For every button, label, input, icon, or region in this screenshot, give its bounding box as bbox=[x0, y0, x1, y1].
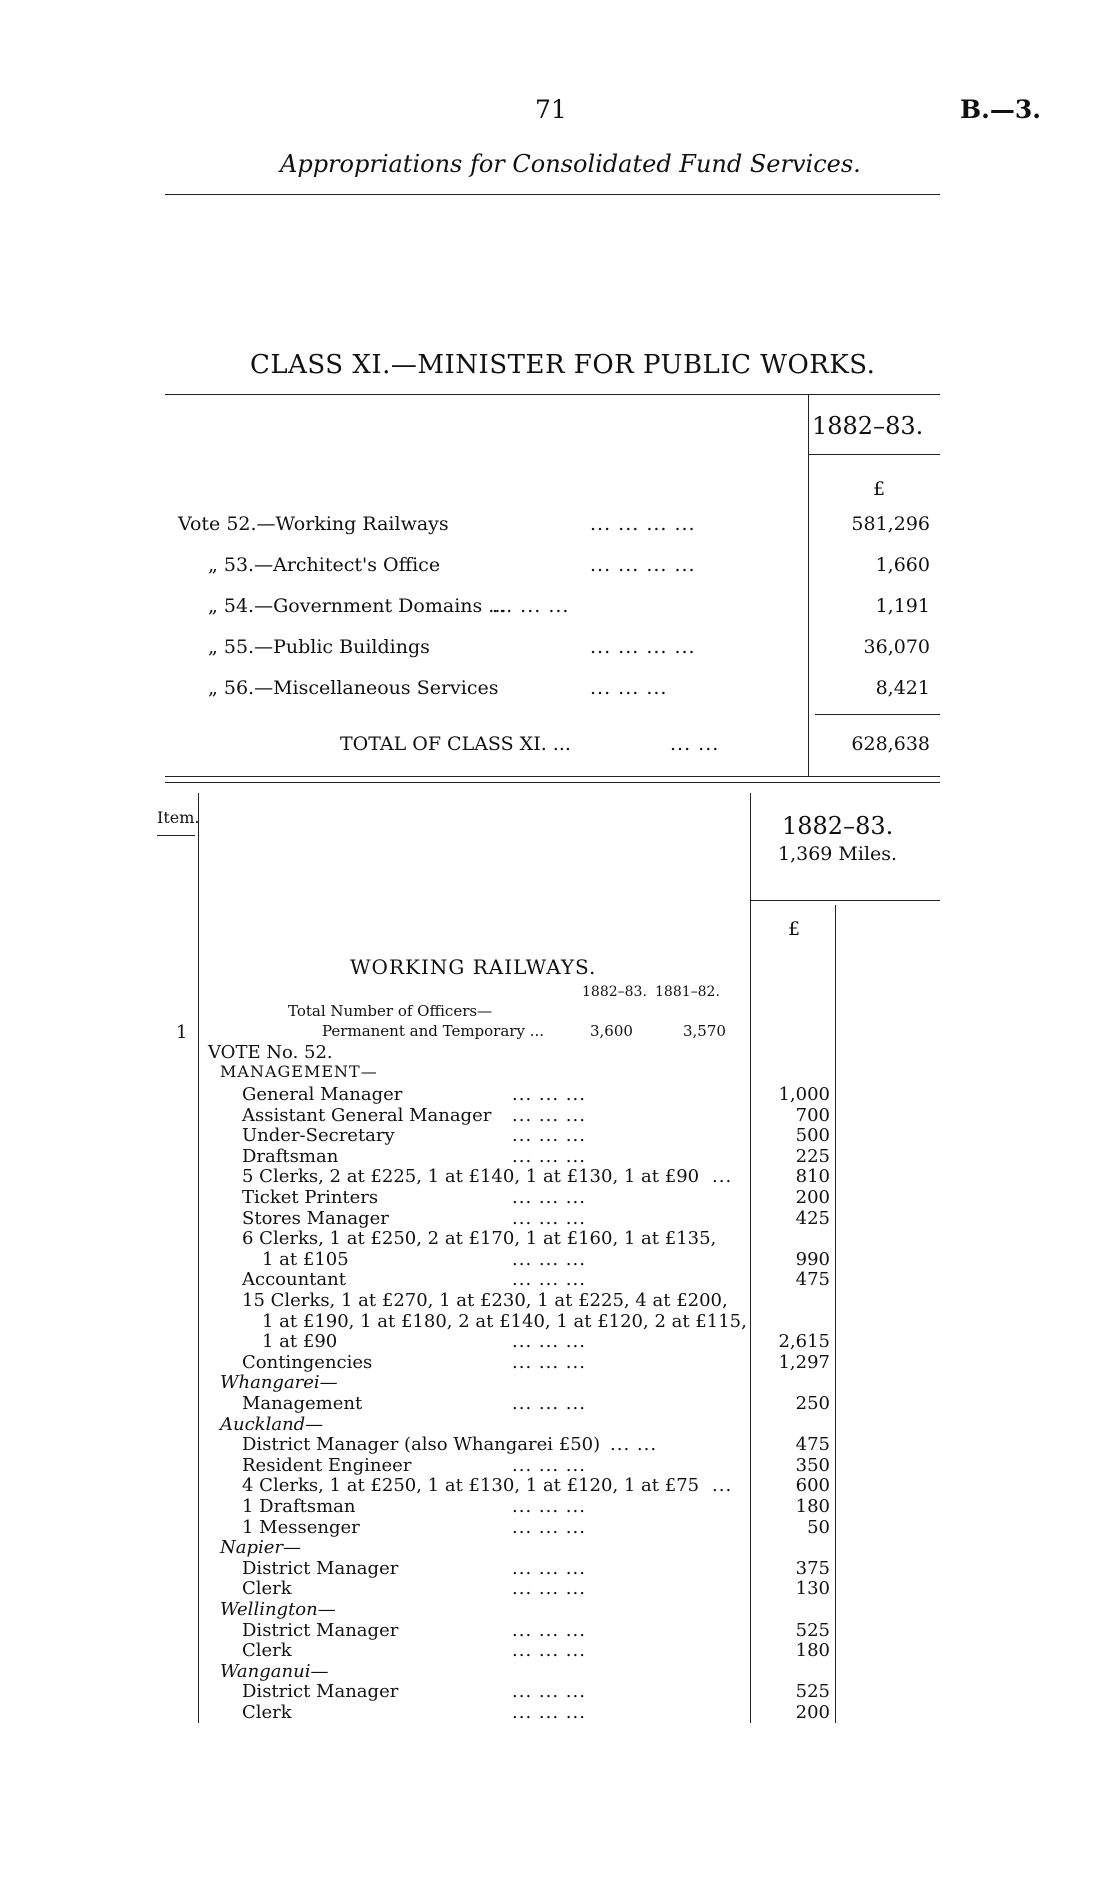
detail-line-dots: ... ... ... bbox=[512, 1702, 586, 1723]
detail-line-amount: 525 bbox=[795, 1620, 830, 1641]
detail-line-dots: ... ... ... bbox=[512, 1187, 586, 1208]
summary-row-label: „ 54.—Government Domains ... bbox=[208, 595, 507, 617]
summary-column-divider bbox=[808, 394, 809, 777]
page-title: Appropriations for Consolidated Fund Services. bbox=[280, 150, 861, 178]
detail-line-text: District Manager bbox=[242, 1681, 399, 1702]
detail-line-text: District Manager bbox=[242, 1558, 399, 1579]
detail-line-dots: ... ... ... bbox=[512, 1620, 586, 1641]
detail-line-amount: 50 bbox=[807, 1517, 830, 1538]
summary-row-amount: 1,660 bbox=[875, 554, 930, 576]
detail-line-amount: 475 bbox=[795, 1269, 830, 1290]
summary-row-dots: ... ... ... ... bbox=[590, 554, 696, 576]
summary-total-rule bbox=[815, 714, 940, 715]
detail-line-text: District Manager (also Whangarei £50) bbox=[242, 1434, 601, 1455]
item-header-rule bbox=[157, 835, 195, 836]
detail-line-dots: ... ... ... bbox=[512, 1105, 586, 1126]
management-heading: MANAGEMENT— bbox=[220, 1062, 378, 1081]
detail-line-text: Stores Manager bbox=[242, 1208, 389, 1229]
detail-line-amount: 810 bbox=[795, 1166, 830, 1187]
summary-row-dots: ... ... ... bbox=[492, 595, 570, 617]
district-heading: Wanganui— bbox=[220, 1661, 329, 1682]
district-heading: Wellington— bbox=[220, 1599, 336, 1620]
detail-year: 1882–83. bbox=[782, 812, 894, 840]
detail-line-amount: 1,000 bbox=[778, 1084, 830, 1105]
section-title: WORKING RAILWAYS. bbox=[350, 955, 597, 979]
summary-bottom-rule-2 bbox=[165, 782, 940, 783]
vote-number: VOTE No. 52. bbox=[208, 1042, 333, 1063]
summary-total-dots: ... ... bbox=[670, 733, 720, 755]
summary-row-amount: 36,070 bbox=[863, 636, 930, 658]
detail-line-dots: ... ... ... bbox=[512, 1249, 586, 1270]
detail-line-amount: 500 bbox=[795, 1125, 830, 1146]
item-column-divider bbox=[198, 793, 199, 1723]
detail-line-amount: 525 bbox=[795, 1681, 830, 1702]
summary-total-row bbox=[340, 732, 930, 756]
detail-line-amount: 180 bbox=[795, 1496, 830, 1517]
detail-line-text: Assistant General Manager bbox=[242, 1105, 492, 1126]
detail-line-dots: ... ... ... bbox=[512, 1146, 586, 1167]
detail-miles: 1,369 Miles. bbox=[778, 843, 898, 865]
detail-line-dots: ... ... bbox=[610, 1434, 658, 1455]
detail-line-amount: 225 bbox=[795, 1146, 830, 1167]
detail-line-text: 15 Clerks, 1 at £270, 1 at £230, 1 at £225, 4 at £200, bbox=[242, 1290, 728, 1311]
detail-line-amount: 130 bbox=[795, 1578, 830, 1599]
summary-row-label: „ 55.—Public Buildings bbox=[208, 636, 430, 658]
detail-line-dots: ... ... ... bbox=[512, 1681, 586, 1702]
detail-line-text: Resident Engineer bbox=[242, 1455, 412, 1476]
item-column-header: Item. bbox=[157, 808, 200, 827]
detail-line-dots: ... ... ... bbox=[512, 1125, 586, 1146]
summary-row-amount: 581,296 bbox=[851, 513, 930, 535]
detail-line-amount: 200 bbox=[795, 1702, 830, 1723]
detail-line-dots: ... ... ... bbox=[512, 1208, 586, 1229]
detail-line-amount: 990 bbox=[795, 1249, 830, 1270]
detail-line-dots: ... ... ... bbox=[512, 1455, 586, 1476]
detail-line-text: Accountant bbox=[242, 1269, 346, 1290]
summary-row bbox=[208, 676, 930, 700]
detail-year-rule bbox=[750, 900, 940, 901]
class-title: CLASS XI.—MINISTER FOR PUBLIC WORKS. bbox=[250, 350, 876, 380]
detail-line-text: Clerk bbox=[242, 1578, 292, 1599]
summary-row bbox=[178, 512, 930, 536]
detail-line-dots: ... ... ... bbox=[512, 1393, 586, 1414]
detail-line-text: 1 Draftsman bbox=[242, 1496, 356, 1517]
detail-line-dots: ... bbox=[712, 1166, 733, 1187]
summary-row bbox=[208, 553, 930, 577]
detail-line-text: Ticket Printers bbox=[242, 1187, 379, 1208]
detail-line-text: District Manager bbox=[242, 1620, 399, 1641]
detail-line-text: 4 Clerks, 1 at £250, 1 at £130, 1 at £120, 1 at £75 bbox=[242, 1475, 700, 1496]
detail-line-text: Under-Secretary bbox=[242, 1125, 395, 1146]
amount-column-divider bbox=[750, 793, 751, 1723]
summary-row-amount: 1,191 bbox=[875, 595, 930, 617]
detail-line-dots: ... ... ... bbox=[512, 1558, 586, 1579]
officers-label: Total Number of Officers— bbox=[288, 1002, 493, 1020]
detail-line-amount: 2,615 bbox=[778, 1331, 830, 1352]
detail-line-amount: 700 bbox=[795, 1105, 830, 1126]
summary-total-amount: 628,638 bbox=[851, 733, 930, 755]
detail-line-text: 6 Clerks, 1 at £250, 2 at £170, 1 at £160, 1 at £135, bbox=[242, 1228, 717, 1249]
summary-total-label: TOTAL OF CLASS XI. ... bbox=[340, 733, 571, 755]
officers-1881-value: 3,570 bbox=[683, 1022, 726, 1040]
detail-line-dots: ... ... ... bbox=[512, 1640, 586, 1661]
year-column-1881: 1881–82. bbox=[655, 984, 720, 1000]
detail-line-text: 1 at £90 bbox=[262, 1331, 338, 1352]
district-heading: Whangarei— bbox=[220, 1372, 338, 1393]
item-number: 1 bbox=[176, 1022, 188, 1043]
summary-currency: £ bbox=[873, 478, 886, 500]
detail-line-text: Draftsman bbox=[242, 1146, 339, 1167]
detail-line-text: General Manager bbox=[242, 1084, 403, 1105]
summary-year-rule bbox=[808, 454, 940, 455]
detail-line-amount: 350 bbox=[795, 1455, 830, 1476]
summary-row bbox=[208, 635, 930, 659]
detail-line-dots: ... ... ... bbox=[512, 1578, 586, 1599]
detail-line-text: 1 at £190, 1 at £180, 2 at £140, 1 at £120, 2 at £115, bbox=[262, 1311, 747, 1332]
detail-line-text: 1 Messenger bbox=[242, 1517, 360, 1538]
detail-line-amount: 425 bbox=[795, 1208, 830, 1229]
summary-row bbox=[208, 594, 930, 618]
detail-line-text: 1 at £105 bbox=[262, 1249, 349, 1270]
summary-row-dots: ... ... ... ... bbox=[590, 636, 696, 658]
summary-row-amount: 8,421 bbox=[875, 677, 930, 699]
detail-currency: £ bbox=[788, 918, 801, 940]
document-code: B.—3. bbox=[960, 95, 1041, 124]
detail-line-dots: ... ... ... bbox=[512, 1352, 586, 1373]
detail-line-amount: 1,297 bbox=[778, 1352, 830, 1373]
detail-line-dots: ... ... ... bbox=[512, 1496, 586, 1517]
header-rule bbox=[165, 194, 940, 195]
summary-row-dots: ... ... ... ... bbox=[590, 513, 696, 535]
detail-line-amount: 475 bbox=[795, 1434, 830, 1455]
detail-line-amount: 250 bbox=[795, 1393, 830, 1414]
detail-line-dots: ... ... ... bbox=[512, 1517, 586, 1538]
detail-line-amount: 375 bbox=[795, 1558, 830, 1579]
summary-row-label: „ 53.—Architect's Office bbox=[208, 554, 441, 576]
detail-line-text: 5 Clerks, 2 at £225, 1 at £140, 1 at £130, 1 at £90 bbox=[242, 1166, 700, 1187]
amount-column-right-divider bbox=[835, 905, 836, 1723]
officers-1882-value: 3,600 bbox=[590, 1022, 633, 1040]
detail-line-dots: ... ... ... bbox=[512, 1084, 586, 1105]
summary-row-label: Vote 52.—Working Railways bbox=[178, 513, 449, 535]
detail-line-text: Management bbox=[242, 1393, 363, 1414]
summary-row-dots: ... ... ... bbox=[590, 677, 668, 699]
detail-line-amount: 600 bbox=[795, 1475, 830, 1496]
detail-line-dots: ... ... ... bbox=[512, 1331, 586, 1352]
district-heading: Auckland— bbox=[220, 1414, 324, 1435]
detail-line-text: Clerk bbox=[242, 1702, 292, 1723]
summary-year: 1882–83. bbox=[812, 412, 924, 440]
detail-line-amount: 180 bbox=[795, 1640, 830, 1661]
officers-sublabel: Permanent and Temporary ... bbox=[322, 1022, 545, 1040]
page-number: 71 bbox=[535, 95, 567, 124]
class-title-rule bbox=[165, 394, 940, 395]
summary-bottom-rule-1 bbox=[165, 776, 940, 777]
detail-line-dots: ... bbox=[712, 1475, 733, 1496]
detail-line-amount: 200 bbox=[795, 1187, 830, 1208]
district-heading: Napier— bbox=[220, 1537, 302, 1558]
detail-line-text: Contingencies bbox=[242, 1352, 373, 1373]
summary-row-label: „ 56.—Miscellaneous Services bbox=[208, 677, 499, 699]
year-column-1882: 1882–83. bbox=[582, 984, 647, 1000]
detail-line-text: Clerk bbox=[242, 1640, 292, 1661]
detail-line-dots: ... ... ... bbox=[512, 1269, 586, 1290]
